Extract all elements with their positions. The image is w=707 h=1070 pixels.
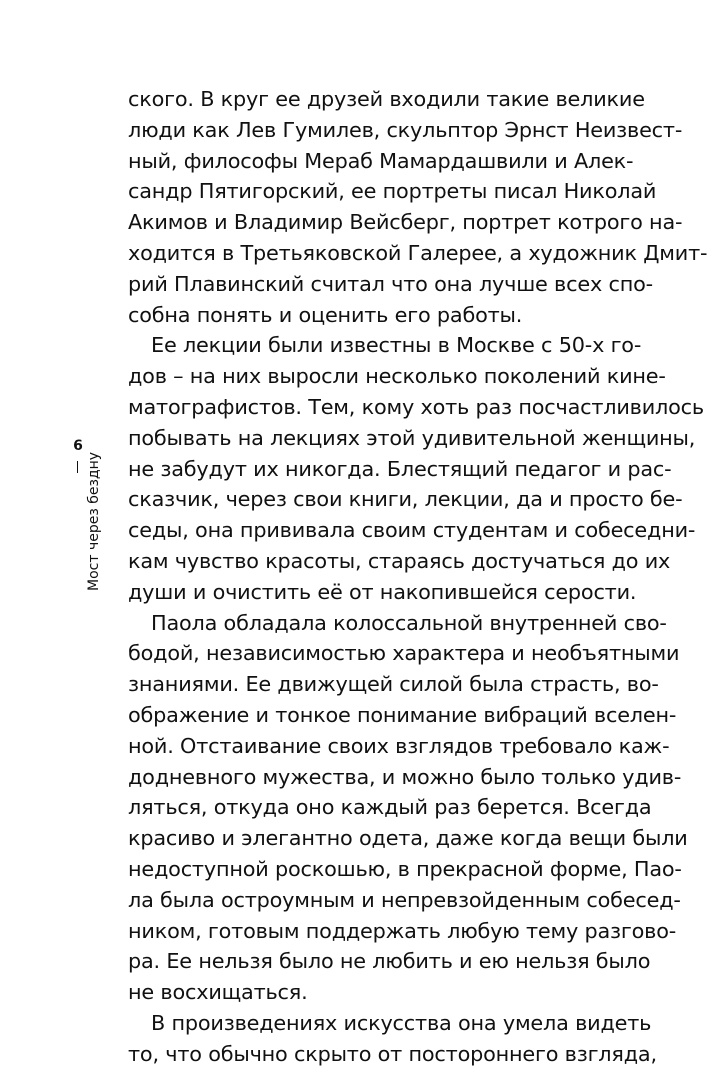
body-text [128,84,707,1070]
text-line: не забудут их никогда. Блестящий педагог и рас- [128,456,672,481]
text-line: побывать на лекциях этой удивительной женщины, [128,425,696,450]
paragraph [128,608,688,1008]
text-line: ный, философы Мераб Мамардашвили и Алек- [128,148,634,173]
text-line: ображение и тонкое понимание вибраций вселен- [128,702,677,727]
text-line: ляться, откуда оно каждый раз берется. Всегда [128,795,652,820]
text-line: ходится в Третьяковской Галерее, а художник Дмит- [128,240,707,265]
text-line: люди как Лев Гумилев, скульптор Эрнст Неизвест- [128,117,683,142]
page-number: 6 [73,438,83,454]
running-title: Мост через бездну [86,451,102,591]
text-line: недоступной роскошью, в прекрасной форме, Пао- [128,856,682,881]
text-line: матографистов. Тем, кому хоть раз посчастливилось [128,394,704,419]
paragraph [128,1008,657,1070]
text-line: ной. Отстаивание своих взглядов требовало каж- [128,733,670,758]
text-line: Паола обладала колоссальной внутренней сво- [151,610,667,635]
text-line: рий Плавинский считал что она лучше всех спо- [128,271,653,296]
text-line: души и очистить её от накопившейся серости. [128,579,637,604]
text-line: дов – на них выросли несколько поколений кине- [128,364,666,389]
paragraph [128,84,707,330]
text-line: сказчик, через свои книги, лекции, да и просто бе- [128,487,683,512]
text-line: не восхищаться. [128,980,308,1005]
paragraph [128,330,704,607]
text-line: собна понять и оценить его работы. [128,302,523,327]
text-line: додневного мужества, и можно было только удив- [128,764,682,789]
text-line: красиво и элегантно одета, даже когда вещи были [128,826,688,851]
text-line: Акимов и Владимир Вейсберг, портрет котрого на- [128,210,683,235]
text-line: то, что обычно скрыто от постороннего взгляда, [128,1041,657,1066]
text-line: ником, готовым поддержать любую тему разгово- [128,918,677,943]
text-line: бодой, независимостью характера и необъятными [128,641,680,666]
text-line: седы, она прививала своим студентам и собеседни- [128,518,696,543]
text-line: знаниями. Ее движущей силой была страсть, во- [128,672,659,697]
margin-rule [77,461,78,473]
text-line: ла была остроумным и непревзойденным собесед- [128,887,681,912]
text-line: кам чувство красоты, стараясь достучаться до их [128,548,671,573]
text-line: Ее лекции были известны в Москве с 50-х го- [151,333,642,358]
text-line: ра. Ее нельзя было не любить и ею нельзя было [128,949,651,974]
text-line: В произведениях искусства она умела видеть [151,1010,652,1035]
text-line: ского. В круг ее друзей входили такие великие [128,87,645,111]
text-line: сандр Пятигорский, ее портреты писал Николай [128,179,657,204]
